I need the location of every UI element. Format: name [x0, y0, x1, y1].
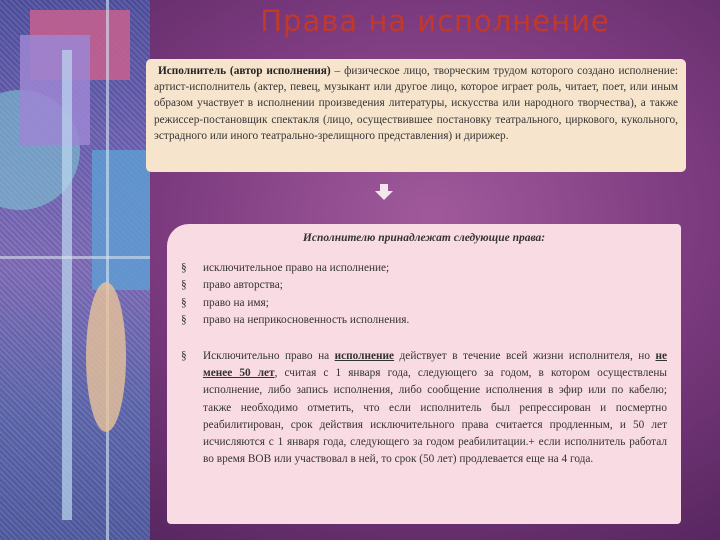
decorative-ellipse [86, 282, 126, 432]
bullet-icon: § [181, 279, 187, 292]
decorative-horizontal-line [0, 256, 150, 259]
rights-list [181, 260, 667, 330]
bullet-icon: § [181, 296, 187, 309]
list-item: § право на неприкосновенность исполнения. [181, 312, 667, 329]
list-item: § право авторства; [181, 277, 667, 294]
list-item: § право на имя; [181, 295, 667, 312]
definition-term: Исполнитель (автор исполнения) [158, 65, 331, 77]
slide-title: Права на исполнение [260, 4, 610, 38]
decorative-rect-lavender [20, 35, 90, 145]
decorative-rect-blue [92, 150, 150, 290]
bullet-icon: § [181, 262, 187, 274]
definition-text: – физическое лицо, творческим трудом которого создано исполнение: артист-исполнитель (актер, певец, музыкант или другое лицо, которое играет роль, читает, поет, или иным образом участвует в исполнении произведения литературы, искусства или народного творчества), а также режиссер-постановщик спектакля (лицо, осуществившее постановку театрального, циркового, кукольного, эстрадного или иного театрально-зрелищного представления) и дирижер. [154, 65, 678, 142]
bullet-icon: § [181, 349, 187, 362]
rights-box [167, 224, 681, 524]
definition-box [146, 59, 686, 172]
decorative-vertical-line [106, 0, 109, 540]
rights-heading: Исполнителю принадлежат следующие права: [302, 232, 546, 244]
duration-paragraph: § Исключительно право на исполнение действует в течение всей жизни исполнителя, но не менее 50 лет, считая с 1 января года, следующего за годом, в котором осуществлены исполнение, либо запись исполнения, либо сообщение исполнения в эфир или по кабелю; также необходимо отметить, что если исполнитель был репрессирован и посмертно реабилитирован, срок действия исключительного права считается продленным, и 50 лет исчисляются с 1 января года, следующего за годом реабилитации.+ если исполнитель работал во время ВОВ или участвовал в ней, то срок (50 лет) продлевается еще на 4 года. [181, 349, 667, 466]
decorative-left-strip [0, 0, 150, 540]
bullet-icon: § [181, 314, 187, 327]
list-item: § исключительное право на исполнение; [181, 260, 667, 277]
decorative-vertical-bar [62, 50, 72, 520]
